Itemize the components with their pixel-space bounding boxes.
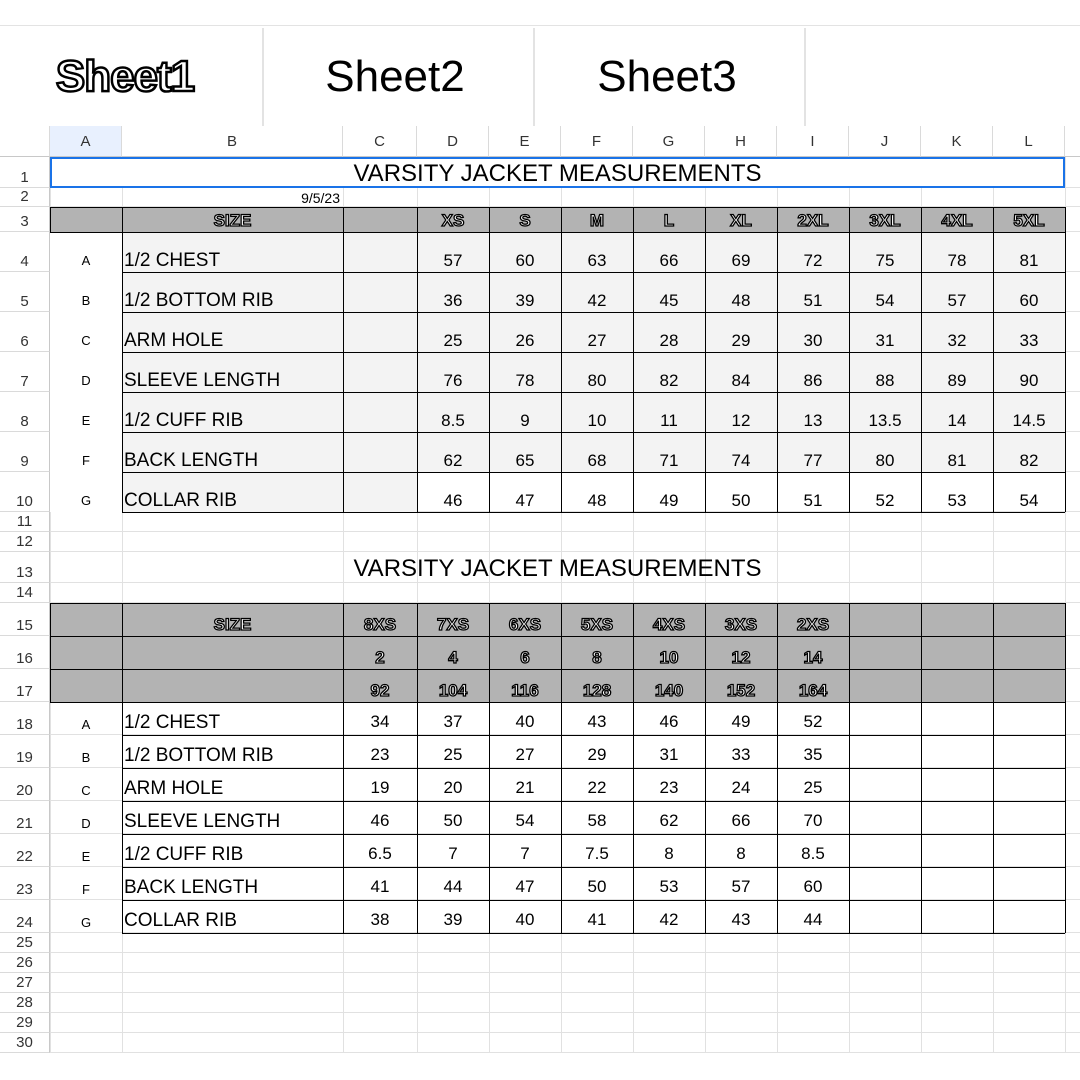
measurement-value: 22: [587, 778, 607, 797]
measurement-value: 86: [803, 371, 823, 390]
measurement-value: 41: [587, 910, 607, 929]
column-header-K[interactable]: K: [921, 126, 993, 157]
measurement-value: 14.5: [1012, 411, 1046, 430]
measurement-value: 7.5: [585, 844, 609, 863]
measurement-value: 54: [875, 291, 895, 310]
size-7xs: 7XS: [436, 615, 470, 634]
measurement-value: 62: [443, 451, 463, 470]
row-header-25[interactable]: 25: [0, 933, 50, 953]
table1-title[interactable]: VARSITY JACKET MEASUREMENTS: [50, 157, 1065, 188]
row-code: D: [81, 816, 91, 831]
tab-sheet3[interactable]: Sheet3: [597, 52, 737, 101]
size-5xs: 5XS: [580, 615, 614, 634]
selected-cell-outline: [50, 157, 1065, 188]
row-code: E: [81, 849, 91, 864]
measurement-value: 66: [731, 811, 751, 830]
measurement-value: 76: [443, 371, 463, 390]
measurement-value: 74: [731, 451, 751, 470]
measurement-value: 37: [443, 712, 463, 731]
size-xl: XL: [730, 211, 752, 230]
measurement-value: 10: [587, 411, 607, 430]
row-code: C: [81, 783, 91, 798]
row-code: E: [81, 413, 91, 428]
size-3xs: 3XS: [724, 615, 758, 634]
row-header-2[interactable]: 2: [0, 188, 50, 207]
measurement-value: 81: [1019, 251, 1039, 270]
measurement-value: 66: [659, 251, 679, 270]
measurement-value: 33: [731, 745, 751, 764]
measurement-label: SLEEVE LENGTH: [124, 811, 281, 832]
row-header-30[interactable]: 30: [0, 1033, 50, 1053]
table2-title: VARSITY JACKET MEASUREMENTS: [353, 555, 762, 582]
measurement-value: 19: [370, 778, 390, 797]
age-value: 6: [520, 648, 530, 667]
row-header-1[interactable]: 1: [0, 157, 50, 188]
measurement-value: 82: [1019, 451, 1039, 470]
measurement-value: 53: [659, 877, 679, 896]
row-code: A: [81, 717, 91, 732]
measurement-value: 34: [370, 712, 390, 731]
row-header-17[interactable]: 17: [0, 669, 50, 702]
measurement-label: BACK LENGTH: [124, 877, 259, 898]
measurement-value: 38: [370, 910, 390, 929]
row-code: C: [81, 333, 91, 348]
row-header-9[interactable]: 9: [0, 432, 50, 472]
measurement-value: 68: [587, 451, 607, 470]
column-header-I[interactable]: I: [777, 126, 849, 157]
measurement-value: 31: [875, 331, 895, 350]
table2-border: [50, 603, 51, 636]
measurement-value: 42: [587, 291, 607, 310]
row-header-12[interactable]: 12: [0, 532, 50, 552]
measurement-value: 8.5: [441, 411, 465, 430]
row-header-8[interactable]: 8: [0, 392, 50, 432]
measurement-value: 50: [587, 877, 607, 896]
age-value: 10: [659, 648, 679, 667]
row-header-20[interactable]: 20: [0, 768, 50, 801]
measurement-value: 40: [515, 712, 535, 731]
row-header-29[interactable]: 29: [0, 1013, 50, 1033]
measurement-value: 57: [947, 291, 967, 310]
size-8xs: 8XS: [363, 615, 397, 634]
select-all-corner[interactable]: [0, 126, 50, 157]
measurement-value: 29: [731, 331, 751, 350]
row-header-6[interactable]: 6: [0, 312, 50, 352]
measurement-value: 7: [448, 844, 458, 863]
row-header-21[interactable]: 21: [0, 801, 50, 834]
measurement-value: 28: [659, 331, 679, 350]
row-header-5[interactable]: 5: [0, 272, 50, 312]
measurement-value: 25: [443, 745, 463, 764]
measurement-value: 46: [659, 712, 679, 731]
measurement-label: 1/2 CUFF RIB: [124, 844, 244, 865]
measurement-value: 40: [515, 910, 535, 929]
age-value: 8: [592, 648, 602, 667]
column-header-A[interactable]: A: [50, 126, 122, 157]
measurement-label: ARM HOLE: [124, 778, 224, 799]
size-4xs: 4XS: [652, 615, 686, 634]
measurement-value: 36: [443, 291, 463, 310]
age-value: 4: [448, 648, 458, 667]
measurement-value: 52: [875, 491, 895, 510]
measurement-value: 35: [803, 745, 823, 764]
measurement-value: 44: [443, 877, 463, 896]
measurement-value: 25: [803, 778, 823, 797]
table2-border: [921, 702, 922, 933]
table1-border: [50, 207, 51, 232]
measurement-value: 44: [803, 910, 823, 929]
measurement-value: 88: [875, 371, 895, 390]
measurement-value: 46: [370, 811, 390, 830]
measurement-value: 31: [659, 745, 679, 764]
size-5xl: 5XL: [1013, 211, 1045, 230]
measurement-value: 33: [1019, 331, 1039, 350]
size-header: SIZE: [213, 211, 252, 230]
measurement-value: 48: [587, 491, 607, 510]
measurement-value: 32: [947, 331, 967, 350]
table2-border: [921, 603, 922, 636]
table2-border: [1065, 603, 1066, 636]
measurement-label: 1/2 BOTTOM RIB: [124, 745, 274, 766]
measurement-value: 48: [731, 291, 751, 310]
measurement-value: 23: [659, 778, 679, 797]
measurement-value: 52: [803, 712, 823, 731]
row-header-3[interactable]: 3: [0, 207, 50, 232]
column-header-C[interactable]: C: [343, 126, 417, 157]
measurement-value: 39: [515, 291, 535, 310]
measurement-value: 72: [803, 251, 823, 270]
size-4xl: 4XL: [941, 211, 973, 230]
size-xs: XS: [441, 211, 465, 230]
measurement-value: 21: [515, 778, 535, 797]
measurement-value: 50: [731, 491, 751, 510]
measurement-value: 63: [587, 251, 607, 270]
row-header-19[interactable]: 19: [0, 735, 50, 768]
measurement-value: 57: [731, 877, 751, 896]
row-code: G: [80, 915, 92, 930]
measurement-value: 20: [443, 778, 463, 797]
size-s: S: [519, 211, 531, 230]
row-header-27[interactable]: 27: [0, 973, 50, 993]
column-header-L[interactable]: L: [993, 126, 1065, 157]
height-value: 140: [654, 681, 684, 700]
height-value: 116: [511, 681, 539, 700]
tab-separator: [804, 28, 806, 126]
measurement-label: COLLAR RIB: [124, 490, 237, 511]
measurement-value: 27: [515, 745, 535, 764]
measurement-value: 54: [1019, 491, 1039, 510]
row-header-15[interactable]: 15: [0, 603, 50, 636]
measurement-value: 47: [515, 877, 535, 896]
column-header-B[interactable]: B: [122, 126, 343, 157]
row-header-13[interactable]: 13: [0, 552, 50, 583]
row-code: A: [81, 253, 91, 268]
measurement-value: 45: [659, 291, 679, 310]
measurement-value: 23: [370, 745, 390, 764]
measurement-value: 6.5: [368, 844, 392, 863]
measurement-value: 51: [803, 291, 823, 310]
size-header: SIZE: [213, 615, 252, 634]
gridline-horizontal: [50, 992, 1080, 993]
row-header-24[interactable]: 24: [0, 900, 50, 933]
measurement-value: 46: [443, 491, 463, 510]
measurement-value: 42: [659, 910, 679, 929]
height-value: 164: [798, 681, 828, 700]
measurement-value: 29: [587, 745, 607, 764]
tab-sheet1[interactable]: Sheet1: [55, 52, 195, 101]
measurement-value: 78: [947, 251, 967, 270]
measurement-value: 60: [515, 251, 535, 270]
height-value: 128: [582, 681, 612, 700]
row-code: G: [80, 493, 92, 508]
measurement-value: 26: [515, 331, 535, 350]
measurement-value: 70: [803, 811, 823, 830]
measurement-value: 39: [443, 910, 463, 929]
size-2xl: 2XL: [797, 211, 829, 230]
measurement-value: 65: [515, 451, 535, 470]
row-code: F: [82, 453, 90, 468]
row-header-11[interactable]: 11: [0, 512, 50, 532]
measurement-value: 78: [515, 371, 535, 390]
measurement-value: 60: [1019, 291, 1039, 310]
measurement-value: 80: [875, 451, 895, 470]
measurement-value: 89: [947, 371, 967, 390]
row-code: D: [81, 373, 91, 388]
measurement-value: 60: [803, 877, 823, 896]
size-2xs: 2XS: [796, 615, 830, 634]
table2-border: [993, 702, 994, 933]
row-header-7[interactable]: 7: [0, 352, 50, 392]
column-header-E[interactable]: E: [489, 126, 561, 157]
measurement-value: 30: [803, 331, 823, 350]
tab-separator: [533, 28, 535, 126]
measurement-value: 81: [947, 451, 967, 470]
date-cell: 9/5/23: [301, 190, 340, 206]
column-header-F[interactable]: F: [561, 126, 633, 157]
table2-border: [993, 603, 994, 636]
column-header-D[interactable]: D: [417, 126, 489, 157]
measurement-value: 84: [731, 371, 751, 390]
toolbar-divider: [0, 25, 1080, 26]
measurement-value: 77: [803, 451, 823, 470]
age-value: 14: [803, 648, 823, 667]
age-value: 2: [375, 648, 385, 667]
measurement-value: 11: [660, 411, 678, 430]
measurement-value: 12: [731, 411, 751, 430]
row-header-18[interactable]: 18: [0, 702, 50, 735]
height-value: 152: [726, 681, 756, 700]
measurement-label: 1/2 CHEST: [124, 250, 221, 271]
size-m: M: [589, 211, 605, 230]
gridline-horizontal: [50, 531, 1080, 532]
measurement-value: 8: [664, 844, 674, 863]
measurement-value: 27: [587, 331, 607, 350]
gridline-horizontal: [50, 1052, 1080, 1053]
column-header-G[interactable]: G: [633, 126, 705, 157]
measurement-value: 80: [587, 371, 607, 390]
measurement-value: 54: [515, 811, 535, 830]
row-header-10[interactable]: 10: [0, 472, 50, 512]
measurement-value: 8: [736, 844, 746, 863]
measurement-label: 1/2 CHEST: [124, 712, 221, 733]
measurement-value: 51: [803, 491, 823, 510]
size-3xl: 3XL: [869, 211, 901, 230]
gridline-horizontal: [50, 1032, 1080, 1033]
measurement-value: 50: [443, 811, 463, 830]
measurement-value: 41: [370, 877, 390, 896]
gridline-horizontal: [50, 952, 1080, 953]
measurement-value: 9: [520, 411, 530, 430]
measurement-value: 62: [659, 811, 679, 830]
gridline-horizontal: [50, 1012, 1080, 1013]
measurement-value: 75: [875, 251, 895, 270]
height-value: 92: [370, 681, 390, 700]
measurement-value: 82: [659, 371, 679, 390]
table2-border: [1065, 702, 1066, 933]
column-header-J[interactable]: J: [849, 126, 921, 157]
tab-sheet2[interactable]: Sheet2: [325, 52, 465, 101]
measurement-value: 7: [520, 844, 530, 863]
measurement-value: 13.5: [868, 411, 902, 430]
measurement-label: ARM HOLE: [124, 330, 224, 351]
measurement-value: 13: [803, 411, 823, 430]
height-value: 104: [438, 681, 468, 700]
measurement-value: 43: [587, 712, 607, 731]
age-value: 12: [731, 648, 751, 667]
row-header-22[interactable]: 22: [0, 834, 50, 867]
measurement-label: BACK LENGTH: [124, 450, 259, 471]
measurement-value: 47: [515, 491, 535, 510]
row-header-14[interactable]: 14: [0, 583, 50, 603]
row-header-4[interactable]: 4: [0, 232, 50, 272]
measurement-value: 43: [731, 910, 751, 929]
row-header-16[interactable]: 16: [0, 636, 50, 669]
measurement-value: 25: [443, 331, 463, 350]
column-header-H[interactable]: H: [705, 126, 777, 157]
row-code: F: [82, 882, 90, 897]
measurement-value: 57: [443, 251, 463, 270]
measurement-value: 53: [947, 491, 967, 510]
column-header-filler: [1065, 126, 1080, 157]
tab-separator: [262, 28, 264, 126]
measurement-value: 69: [731, 251, 751, 270]
measurement-label: COLLAR RIB: [124, 910, 237, 931]
row-code: B: [81, 750, 91, 765]
measurement-value: 8.5: [801, 844, 825, 863]
row-header-28[interactable]: 28: [0, 993, 50, 1013]
measurement-label: 1/2 BOTTOM RIB: [124, 290, 274, 311]
measurement-value: 14: [947, 411, 967, 430]
measurement-value: 58: [587, 811, 607, 830]
row-header-23[interactable]: 23: [0, 867, 50, 900]
measurement-value: 49: [659, 491, 679, 510]
measurement-value: 71: [659, 451, 679, 470]
measurement-label: SLEEVE LENGTH: [124, 370, 281, 391]
measurement-value: 49: [731, 712, 751, 731]
measurement-value: 24: [731, 778, 751, 797]
measurement-label: 1/2 CUFF RIB: [124, 410, 244, 431]
row-header-26[interactable]: 26: [0, 953, 50, 973]
gridline-horizontal: [50, 972, 1080, 973]
size-6xs: 6XS: [508, 615, 542, 634]
row-code: B: [81, 293, 91, 308]
size-l: L: [663, 211, 675, 230]
measurement-value: 90: [1019, 371, 1039, 390]
